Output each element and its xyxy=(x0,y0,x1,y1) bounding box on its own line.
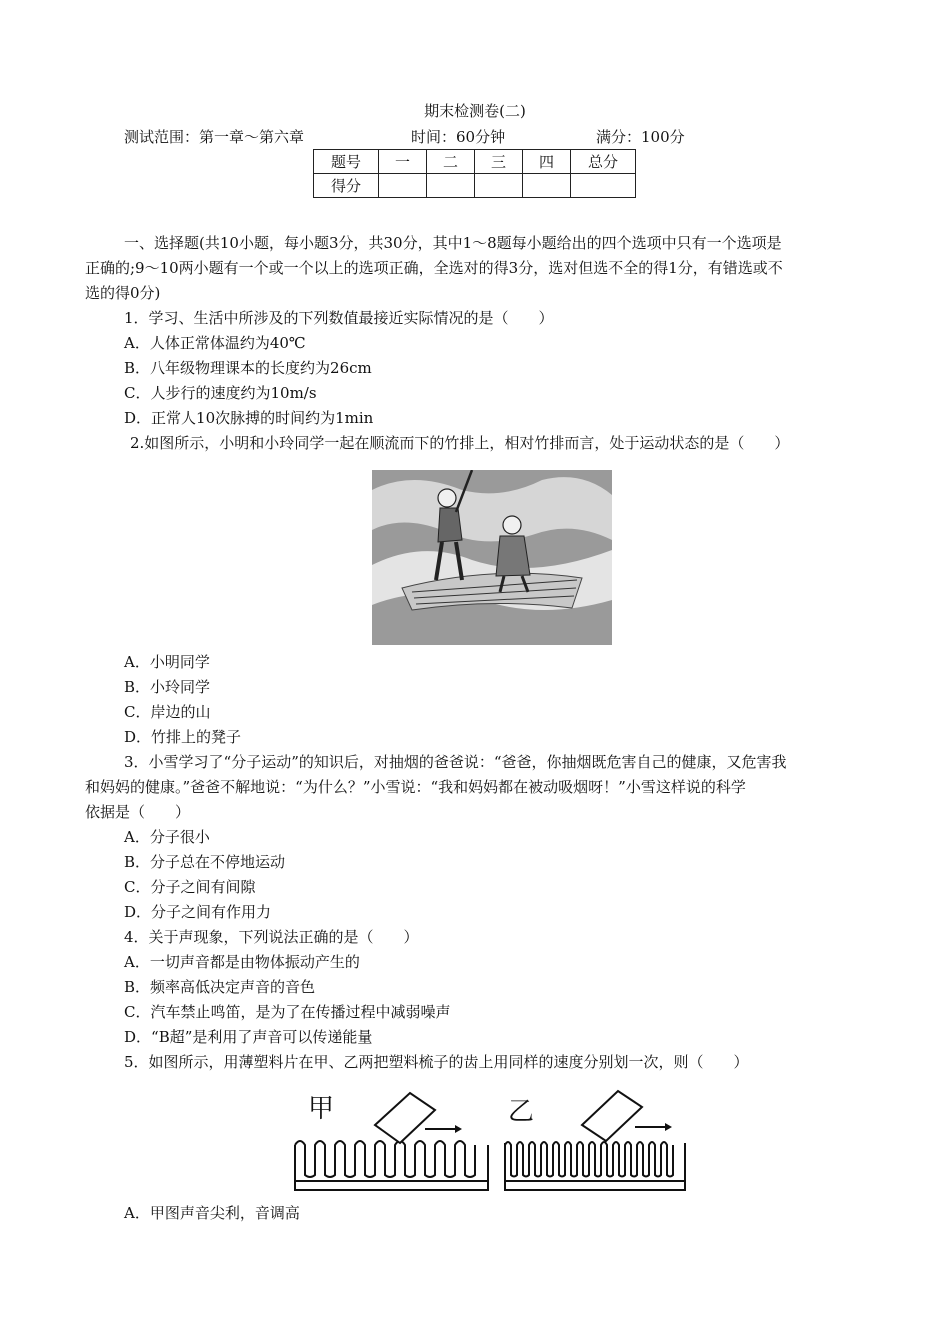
score-header-cell: 题号 xyxy=(314,150,379,174)
q3-stem-line: 和妈妈的健康。”爸爸不解地说：“为什么？”小雪说：“我和妈妈都在被动吸烟呀！”小雪这样说的科学 xyxy=(85,778,746,796)
q3-option-c: C．分子之间有间隙 xyxy=(124,878,256,896)
q4-option-c: C．汽车禁止鸣笛，是为了在传播过程中减弱噪声 xyxy=(124,1003,451,1021)
q4-option-d: D．“B超”是利用了声音可以传递能量 xyxy=(124,1028,373,1046)
section1-intro-line: 正确的;9～10两小题有一个或一个以上的选项正确，全选对的得3分，选对但选不全的得1分，有错选或不 xyxy=(85,259,783,277)
q2-option-a: A．小明同学 xyxy=(124,653,210,671)
q3-option-a: A．分子很小 xyxy=(124,828,210,846)
q5-option-a: A．甲图声音尖利，音调高 xyxy=(124,1204,300,1222)
q3-stem-line: 3．小雪学习了“分子运动”的知识后，对抽烟的爸爸说：“爸爸，你抽烟既危害自己的健康，又危害我 xyxy=(124,753,787,771)
exam-scope: 测试范围：第一章～第六章 xyxy=(124,128,305,146)
score-header-cell: 一 xyxy=(379,150,427,174)
plastic-sheet-yi xyxy=(582,1091,672,1141)
comb-label-yi: 乙 xyxy=(508,1097,535,1127)
exam-full-score: 满分：100分 xyxy=(596,128,685,146)
q1-option-c: C．人步行的速度约为10m/s xyxy=(124,384,317,402)
q1-stem: 1．学习、生活中所涉及的下列数值最接近实际情况的是（ ） xyxy=(124,309,554,327)
score-table xyxy=(313,149,636,198)
q3-option-d: D．分子之间有作用力 xyxy=(124,903,272,921)
q3-stem-line: 依据是（ ） xyxy=(85,803,191,821)
score-header-cell: 三 xyxy=(475,150,523,174)
section1-intro-line: 选的得0分) xyxy=(85,284,161,302)
q4-stem: 4．关于声现象，下列说法正确的是（ ） xyxy=(124,928,419,946)
q2-option-c: C．岸边的山 xyxy=(124,703,211,721)
score-row-label: 得分 xyxy=(314,174,379,198)
score-header-cell: 二 xyxy=(427,150,475,174)
comb-yi xyxy=(505,1142,685,1190)
section1-intro-line: 一、选择题(共10小题，每小题3分，共30分，其中1～8题每小题给出的四个选项中只有一个选项是 xyxy=(124,234,782,252)
score-cell[interactable] xyxy=(379,174,427,198)
exam-time: 时间：60分钟 xyxy=(411,128,506,146)
score-cell[interactable] xyxy=(571,174,636,198)
comb-figure xyxy=(290,1085,690,1200)
q5-stem: 5．如图所示，用薄塑料片在甲、乙两把塑料梳子的齿上用同样的速度分别划一次，则（ ） xyxy=(124,1053,749,1071)
q2-option-d: D．竹排上的凳子 xyxy=(124,728,242,746)
bamboo-raft-illustration xyxy=(372,470,612,645)
exam-title: 期末检测卷(二) xyxy=(424,102,526,120)
score-cell[interactable] xyxy=(427,174,475,198)
q1-option-a: A．人体正常体温约为40℃ xyxy=(124,334,306,352)
q2-option-b: B．小玲同学 xyxy=(124,678,211,696)
score-table-header-row xyxy=(314,150,636,174)
score-header-cell: 四 xyxy=(523,150,571,174)
score-header-cell: 总分 xyxy=(571,150,636,174)
score-table-score-row xyxy=(314,174,636,198)
comb-label-jia: 甲 xyxy=(308,1094,335,1124)
q4-option-b: B．频率高低决定声音的音色 xyxy=(124,978,316,996)
score-cell[interactable] xyxy=(523,174,571,198)
score-cell[interactable] xyxy=(475,174,523,198)
comb-jia xyxy=(295,1141,488,1190)
q1-option-b: B．八年级物理课本的长度约为26cm xyxy=(124,359,372,377)
q2-stem: 2.如图所示，小明和小玲同学一起在顺流而下的竹排上，相对竹排而言，处于运动状态的是（ ） xyxy=(130,434,790,452)
q4-option-a: A．一切声音都是由物体振动产生的 xyxy=(124,953,360,971)
q3-option-b: B．分子总在不停地运动 xyxy=(124,853,286,871)
q1-option-d: D．正常人10次脉搏的时间约为1min xyxy=(124,409,374,427)
plastic-sheet-jia xyxy=(375,1093,462,1143)
